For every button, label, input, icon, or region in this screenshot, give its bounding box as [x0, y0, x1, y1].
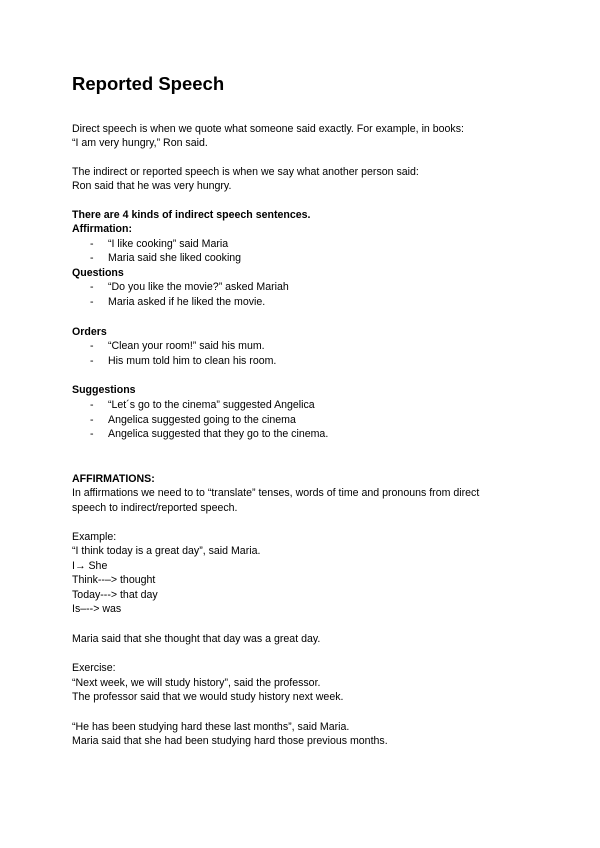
list-item-text: “I like cooking” said Maria: [108, 238, 229, 250]
bullet-dash: -: [90, 238, 94, 250]
list-item-text: Maria said she liked cooking: [108, 252, 242, 264]
list-item-text: “Do you like the movie?” asked Mariah: [108, 281, 289, 293]
bullet-dash: -: [90, 296, 94, 308]
list-item-text: “Clean your room!” said his mum.: [108, 340, 265, 352]
page-title: Reported Speech: [72, 73, 225, 94]
exercise-label: Exercise:: [72, 662, 116, 674]
bullet-dash: -: [90, 414, 94, 426]
example-result: Maria said that she thought that day was a great day.: [72, 633, 321, 645]
kind-heading-suggestions: Suggestions: [72, 384, 136, 396]
list-item: [90, 295, 265, 310]
exercise-quote: “He has been studying hard these last months”, said Maria.: [72, 721, 350, 733]
exercise-result: The professor said that we would study history next week.: [72, 691, 344, 703]
kind-heading-affirmation: Affirmation:: [72, 223, 133, 235]
indirect-speech-example: Ron said that he was very hungry.: [72, 180, 232, 192]
kind-heading-questions: Questions: [72, 267, 124, 279]
list-item: [90, 280, 289, 295]
bullet-dash: -: [90, 340, 94, 352]
list-item: [90, 251, 241, 266]
direct-speech-example: “I am very hungry,” Ron said.: [72, 137, 208, 149]
list-item-text: Maria asked if he liked the movie.: [108, 296, 266, 308]
list-item-text: His mum told him to clean his room.: [108, 355, 277, 367]
direct-speech-definition: Direct speech is when we quote what someone said exactly. For example, in books:: [72, 123, 464, 135]
list-item-text: “Let´s go to the cinema” suggested Angelica: [108, 399, 315, 411]
bullet-dash: -: [90, 355, 94, 367]
list-item: [90, 413, 296, 428]
list-item-text: Angelica suggested that they go to the cinema.: [108, 428, 329, 440]
indirect-speech-definition: The indirect or reported speech is when we say what another person said:: [72, 166, 419, 178]
list-item: [90, 427, 328, 442]
bullet-dash: -: [90, 399, 94, 411]
list-item: [90, 398, 315, 413]
example-quote: “I think today is a great day”, said Maria.: [72, 545, 261, 557]
affirmations-text-line: speech to indirect/reported speech.: [72, 502, 238, 514]
example-label: Example:: [72, 531, 117, 543]
kind-heading-orders: Orders: [72, 326, 107, 338]
change-line: Today---> that day: [72, 589, 158, 601]
kinds-heading: There are 4 kinds of indirect speech sentences.: [72, 209, 311, 221]
change-line: Is–--> was: [72, 603, 122, 615]
list-item: [90, 354, 276, 369]
change-line: I→ She: [72, 560, 108, 572]
list-item: [90, 237, 228, 252]
bullet-dash: -: [90, 252, 94, 264]
list-item-text: Angelica suggested going to the cinema: [108, 414, 296, 426]
bullet-dash: -: [90, 281, 94, 293]
exercise-result: Maria said that she had been studying hard those previous months.: [72, 735, 388, 747]
affirmations-heading: AFFIRMATIONS:: [72, 473, 155, 485]
exercise-quote: “Next week, we will study history”, said the professor.: [72, 677, 321, 689]
affirmations-text-line: In affirmations we need to to “translate” tenses, words of time and pronouns from direct: [72, 487, 480, 499]
change-line: Think--–> thought: [72, 574, 156, 586]
list-item: [90, 339, 265, 354]
bullet-dash: -: [90, 428, 94, 440]
